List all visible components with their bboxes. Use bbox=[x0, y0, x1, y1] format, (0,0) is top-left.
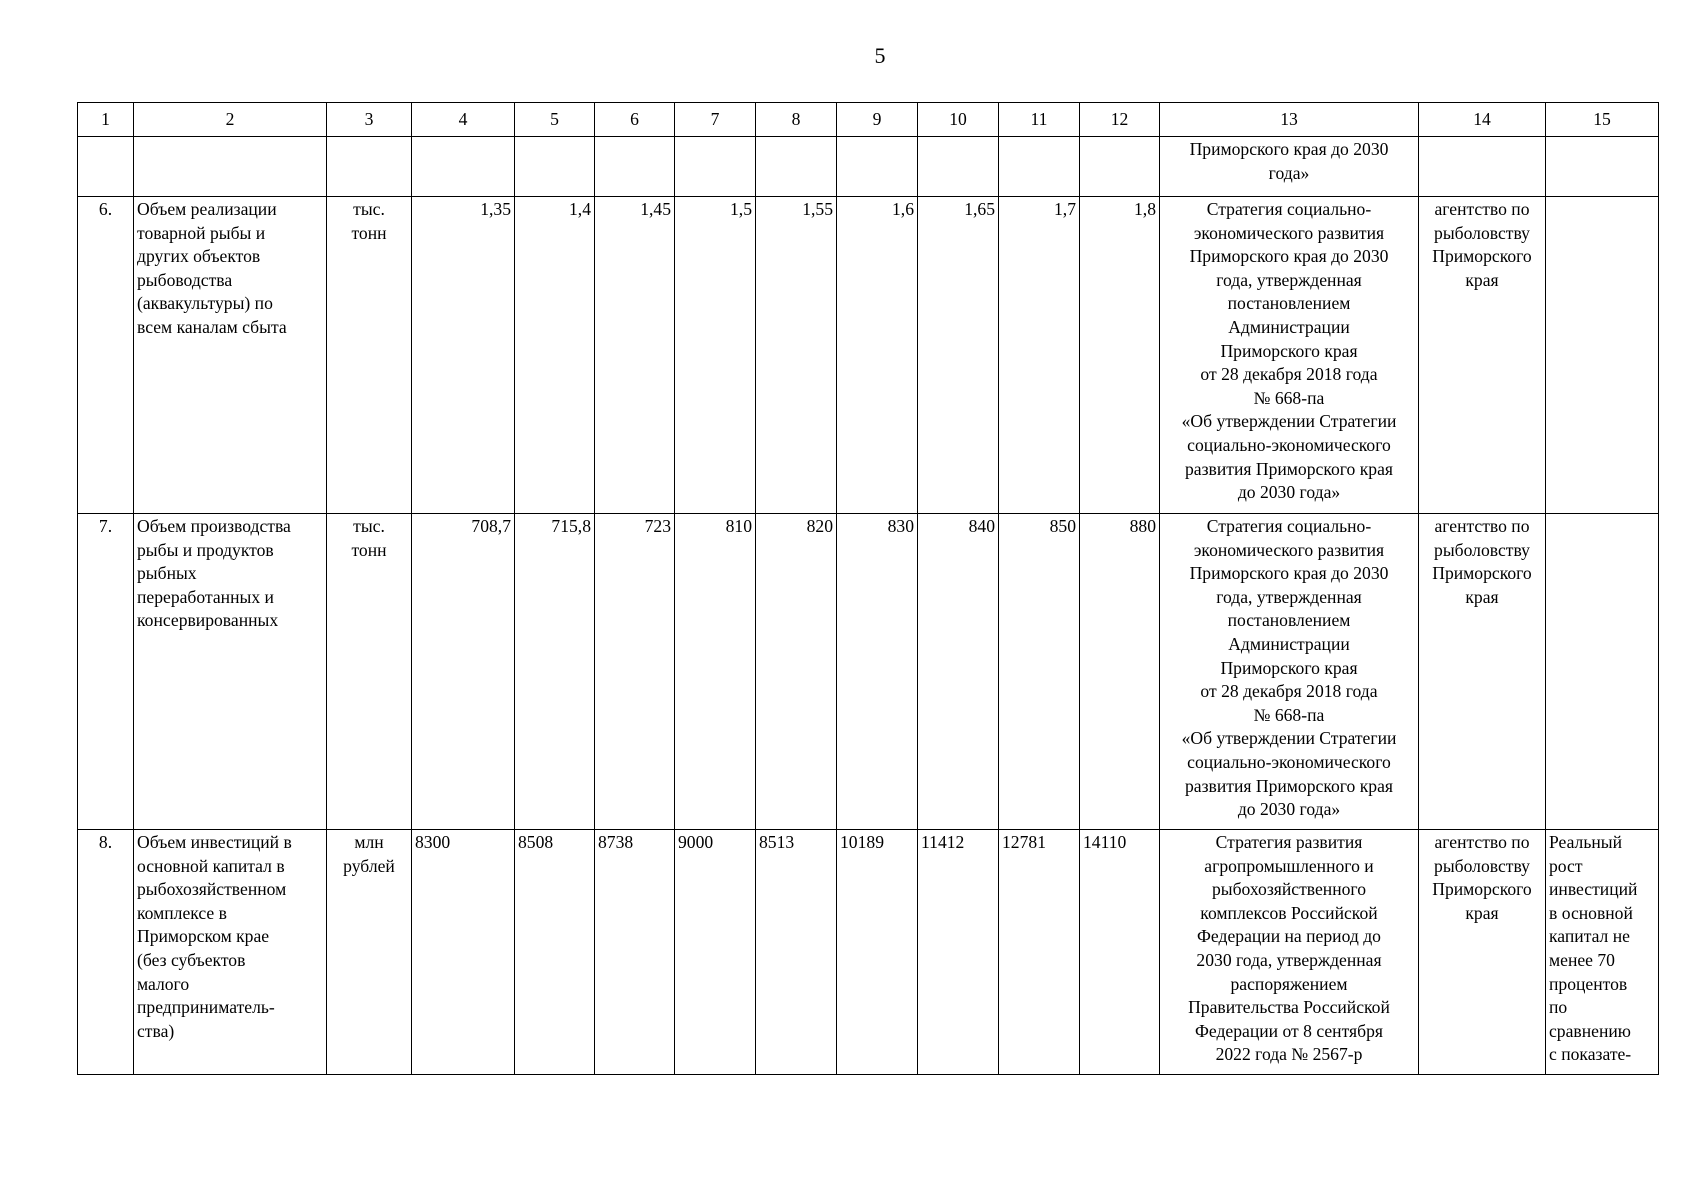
unit-cell: млн рублей bbox=[327, 830, 412, 1075]
empty-cell bbox=[78, 137, 134, 197]
empty-cell bbox=[1080, 137, 1160, 197]
header-cell: 12 bbox=[1080, 103, 1160, 137]
document-cell: Стратегия социально- экономического развития Приморского края до 2030 года, утвержденная постановлением Администрации Приморского края от 28 декабря 2018 года № 668-па «Об утверждении Стратегии социально-экономического развития Приморского края до 2030 года» bbox=[1160, 514, 1419, 830]
value-cell: 1,8 bbox=[1080, 197, 1160, 514]
table-row bbox=[78, 830, 1659, 1075]
unit-cell: тыс. тонн bbox=[327, 514, 412, 830]
header-cell: 5 bbox=[515, 103, 595, 137]
row-number: 7. bbox=[78, 514, 134, 830]
value-cell: 1,35 bbox=[412, 197, 515, 514]
value-cell: 830 bbox=[837, 514, 918, 830]
header-cell: 4 bbox=[412, 103, 515, 137]
document-cell: Стратегия развития агропромышленного и рыбохозяйственного комплексов Российской Федерации на период до 2030 года, утвержденная распоряжением Правительства Российской Федерации от 8 сентября 2022 года № 2567-р bbox=[1160, 830, 1419, 1075]
table-row bbox=[78, 197, 1659, 514]
value-cell: 1,45 bbox=[595, 197, 675, 514]
empty-cell bbox=[1419, 137, 1546, 197]
empty-cell bbox=[595, 137, 675, 197]
value-cell: 8738 bbox=[595, 830, 675, 1075]
header-cell: 11 bbox=[999, 103, 1080, 137]
value-cell: 11412 bbox=[918, 830, 999, 1075]
responsible-cell: агентство по рыболовству Приморского края bbox=[1419, 197, 1546, 514]
header-cell: 13 bbox=[1160, 103, 1419, 137]
page-number: 5 bbox=[874, 43, 886, 68]
value-cell: 840 bbox=[918, 514, 999, 830]
empty-cell bbox=[756, 137, 837, 197]
empty-cell bbox=[515, 137, 595, 197]
indicator-name: Объем инвестиций в основной капитал в рыбохозяйственном комплексе в Приморском крае (без субъектов малого предприниматель- ства) bbox=[134, 830, 327, 1075]
value-cell: 820 bbox=[756, 514, 837, 830]
value-cell: 8508 bbox=[515, 830, 595, 1075]
row-number: 6. bbox=[78, 197, 134, 514]
responsible-cell: агентство по рыболовству Приморского края bbox=[1419, 830, 1546, 1075]
header-cell: 2 bbox=[134, 103, 327, 137]
empty-cell bbox=[412, 137, 515, 197]
responsible-cell: агентство по рыболовству Приморского края bbox=[1419, 514, 1546, 830]
value-cell: 1,65 bbox=[918, 197, 999, 514]
note-cell: Реальный рост инвестиций в основной капитал не менее 70 процентов по сравнению с показате- bbox=[1546, 830, 1659, 1075]
value-cell: 880 bbox=[1080, 514, 1160, 830]
header-cell: 6 bbox=[595, 103, 675, 137]
value-cell: 850 bbox=[999, 514, 1080, 830]
value-cell: 8300 bbox=[412, 830, 515, 1075]
value-cell: 1,5 bbox=[675, 197, 756, 514]
row-number: 8. bbox=[78, 830, 134, 1075]
empty-cell bbox=[1546, 137, 1659, 197]
header-row bbox=[78, 103, 1659, 137]
value-cell: 1,7 bbox=[999, 197, 1080, 514]
value-cell: 8513 bbox=[756, 830, 837, 1075]
value-cell: 9000 bbox=[675, 830, 756, 1075]
value-cell: 14110 bbox=[1080, 830, 1160, 1075]
value-cell: 715,8 bbox=[515, 514, 595, 830]
empty-cell bbox=[918, 137, 999, 197]
header-cell: 8 bbox=[756, 103, 837, 137]
value-cell: 810 bbox=[675, 514, 756, 830]
empty-cell bbox=[837, 137, 918, 197]
empty-cell bbox=[134, 137, 327, 197]
document-cell: Приморского края до 2030 года» bbox=[1160, 137, 1419, 197]
indicator-name: Объем реализации товарной рыбы и других объектов рыбоводства (аквакультуры) по всем каналам сбыта bbox=[134, 197, 327, 514]
header-cell: 9 bbox=[837, 103, 918, 137]
header-cell: 15 bbox=[1546, 103, 1659, 137]
indicator-name: Объем производства рыбы и продуктов рыбных переработанных и консервированных bbox=[134, 514, 327, 830]
header-cell: 7 bbox=[675, 103, 756, 137]
empty-cell bbox=[999, 137, 1080, 197]
empty-cell bbox=[327, 137, 412, 197]
note-cell bbox=[1546, 197, 1659, 514]
header-cell: 10 bbox=[918, 103, 999, 137]
empty-cell bbox=[675, 137, 756, 197]
header-cell: 14 bbox=[1419, 103, 1546, 137]
value-cell: 708,7 bbox=[412, 514, 515, 830]
value-cell: 723 bbox=[595, 514, 675, 830]
unit-cell: тыс. тонн bbox=[327, 197, 412, 514]
note-cell bbox=[1546, 514, 1659, 830]
continuation-row bbox=[78, 137, 1659, 197]
value-cell: 1,55 bbox=[756, 197, 837, 514]
value-cell: 10189 bbox=[837, 830, 918, 1075]
indicators-table bbox=[77, 102, 1659, 1075]
value-cell: 12781 bbox=[999, 830, 1080, 1075]
header-cell: 1 bbox=[78, 103, 134, 137]
value-cell: 1,4 bbox=[515, 197, 595, 514]
value-cell: 1,6 bbox=[837, 197, 918, 514]
document-cell: Стратегия социально- экономического развития Приморского края до 2030 года, утвержденная постановлением Администрации Приморского края от 28 декабря 2018 года № 668-па «Об утверждении Стратегии социально-экономического развития Приморского края до 2030 года» bbox=[1160, 197, 1419, 514]
table-row bbox=[78, 514, 1659, 830]
header-cell: 3 bbox=[327, 103, 412, 137]
